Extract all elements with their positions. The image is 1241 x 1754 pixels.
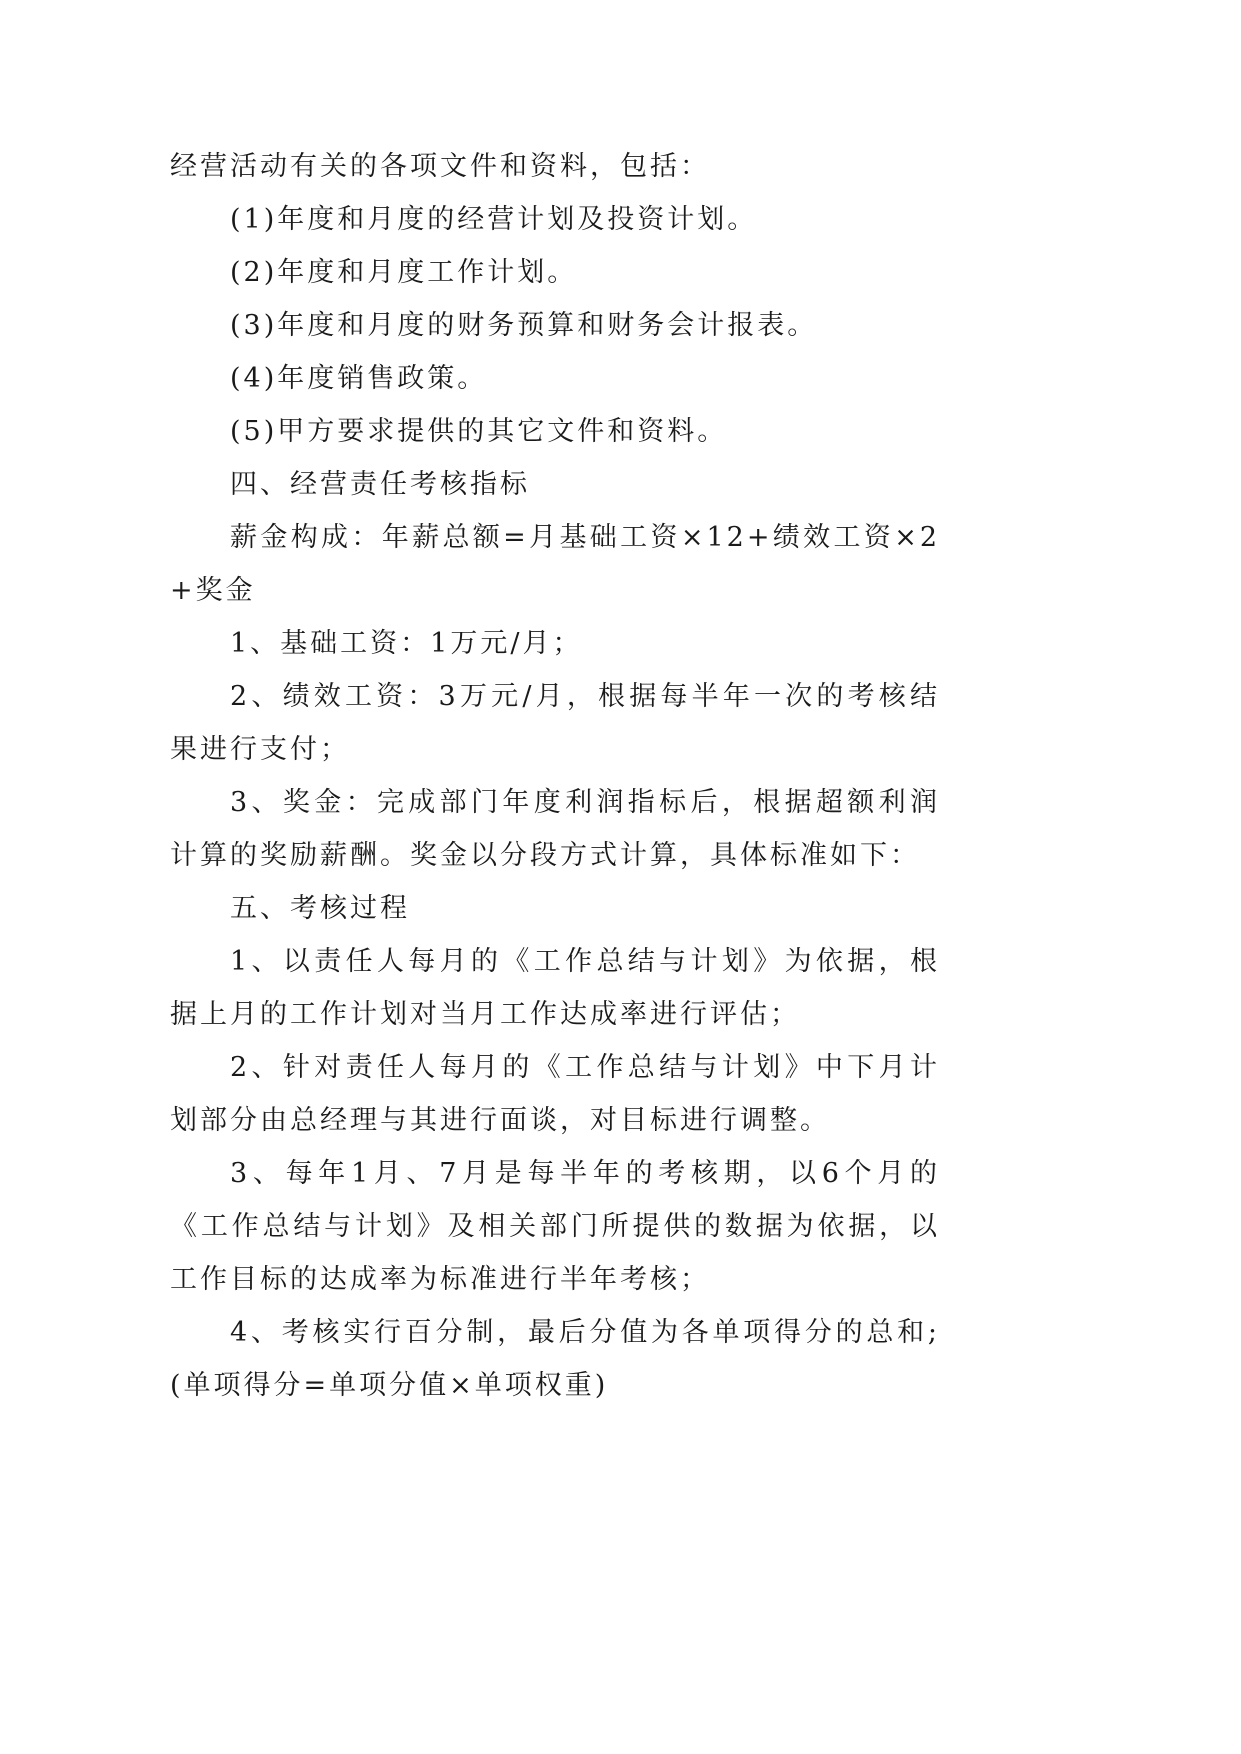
list-item-process-3: 3、每年1月、7月是每半年的考核期，以6个月的《工作总结与计划》及相关部门所提供的数据为依据，以工作目标的达成率为标准进行半年考核； [170, 1158, 940, 1295]
list-item-annual-monthly-plan: (1)年度和月度的经营计划及投资计划。 [230, 204, 758, 235]
paragraph-salary-composition: 薪金构成：年薪总额=月基础工资×12+绩效工资×2+奖金 [170, 522, 940, 606]
list-item-work-plan: (2)年度和月度工作计划。 [230, 257, 578, 288]
section-heading-assessment-process: 五、考核过程 [230, 893, 410, 924]
section-heading-assessment-indicators: 四、经营责任考核指标 [230, 469, 530, 500]
list-item-other-documents: (5)甲方要求提供的其它文件和资料。 [230, 416, 728, 447]
document-body [170, 140, 940, 1412]
list-item-bonus: 3、奖金：完成部门年度利润指标后，根据超额利润计算的奖励薪酬。奖金以分段方式计算，具体标准如下： [170, 787, 940, 871]
list-item-sales-policy: (4)年度销售政策。 [230, 363, 488, 394]
list-item-financial-budget: (3)年度和月度的财务预算和财务会计报表。 [230, 310, 818, 341]
list-item-process-4: 4、考核实行百分制，最后分值为各单项得分的总和;(单项得分=单项分值×单项权重) [170, 1317, 940, 1401]
list-item-process-2: 2、针对责任人每月的《工作总结与计划》中下月计划部分由总经理与其进行面谈，对目标进行调整。 [170, 1052, 940, 1136]
list-item-performance-salary: 2、绩效工资：3万元/月，根据每半年一次的考核结果进行支付； [170, 681, 940, 765]
paragraph-intro: 经营活动有关的各项文件和资料，包括： [170, 151, 710, 182]
list-item-base-salary: 1、基础工资：1万元/月； [230, 628, 583, 659]
list-item-process-1: 1、以责任人每月的《工作总结与计划》为依据，根据上月的工作计划对当月工作达成率进行评估； [170, 946, 940, 1030]
